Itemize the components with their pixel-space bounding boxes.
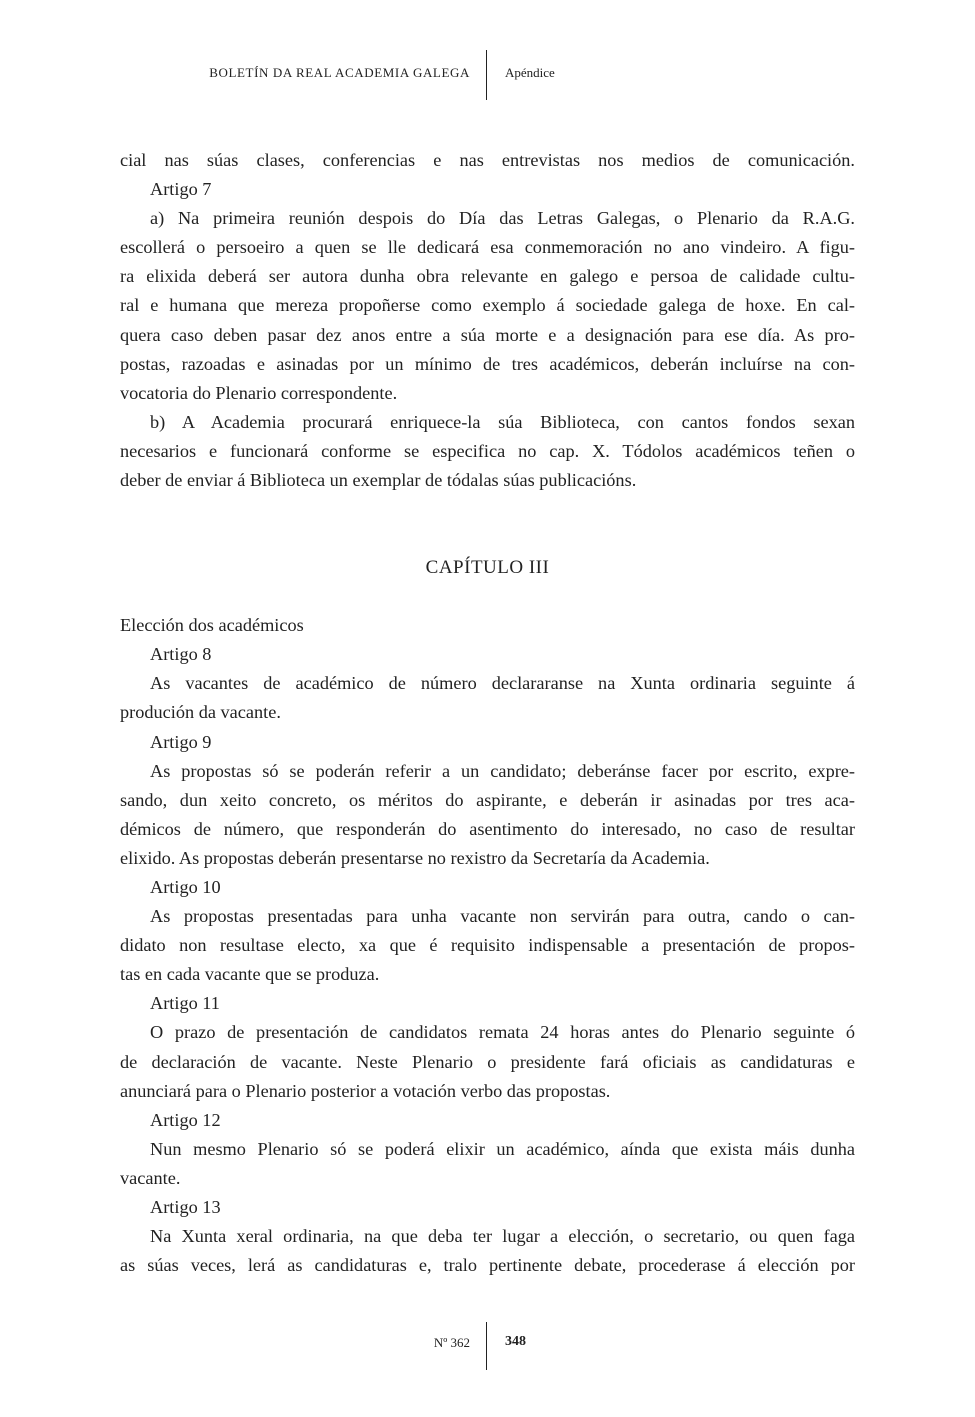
- article-11-title: Artigo 11: [150, 993, 220, 1014]
- text-line: b) A Academia procurará enriquece-la súa Biblioteca, con cantos fondos sexan: [150, 411, 855, 432]
- text-line: O prazo de presentación de candidatos remata 24 horas antes do Plenario seguinte ó: [150, 1022, 855, 1043]
- text-line: sando, dun xeito concreto, os méritos do aspirante, e deberán ir asinadas por tres aca-: [120, 789, 855, 810]
- section-title: Elección dos académicos: [120, 615, 304, 636]
- text-line: de declaración de vacante. Neste Plenario o presidente fará oficiais as candidaturas e: [120, 1051, 855, 1072]
- text-line: ra elixida deberá ser autora dunha obra relevante en galego e persoa de calidade cultu-: [120, 266, 855, 287]
- chapter-heading: CAPÍTULO III: [425, 557, 550, 579]
- page-footer: [0, 1322, 975, 1370]
- header-divider: [486, 50, 487, 100]
- page-body: [120, 146, 855, 1280]
- text-line: as súas veces, lerá as candidaturas e, tralo pertinente debate, procederase á elección por: [120, 1255, 855, 1276]
- text-line: didato non resultase electo, xa que é requisito indispensable a presentación de propos-: [120, 935, 855, 956]
- text-line: As propostas só se poderán referir a un candidato; deberánse facer por escrito, expre-: [150, 760, 855, 781]
- text-line: tas en cada vacante que se produza.: [120, 964, 380, 985]
- text-line: Nun mesmo Plenario só se poderá elixir un académico, aínda que exista máis dunha: [150, 1138, 855, 1159]
- text-line: démicos de número, que responderán do asentimento do interesado, no caso de resultar: [120, 818, 855, 839]
- text-line: vocatoria do Plenario correspondente.: [120, 382, 398, 403]
- page-header: [0, 50, 975, 100]
- article-9-title: Artigo 9: [150, 731, 212, 752]
- article-10-title: Artigo 10: [150, 876, 221, 897]
- text-line: quera caso deben pasar dez anos entre a súa morte e a designación para ese día. As pro-: [120, 324, 855, 345]
- article-7-title: Artigo 7: [150, 179, 212, 200]
- text-line: elixido. As propostas deberán presentarse no rexistro da Secretaría da Academia.: [120, 847, 710, 868]
- page-number: 348: [505, 1334, 526, 1349]
- article-8-title: Artigo 8: [150, 644, 212, 665]
- journal-title: BOLETÍN DA REAL ACADEMIA GALEGA: [209, 65, 470, 80]
- article-12-title: Artigo 12: [150, 1109, 221, 1130]
- text-line: a) Na primeira reunión despois do Día das Letras Galegas, o Plenario da R.A.G.: [150, 208, 855, 229]
- footer-divider: [486, 1322, 487, 1370]
- text-line: postas, razoadas e asinadas por un mínimo de tres académicos, deberán incluírse na con-: [120, 353, 855, 374]
- text-line: ral e humana que mereza propoñerse como exemplo á sociedade galega de hoxe. En cal-: [120, 295, 855, 316]
- text-line: deber de enviar á Biblioteca un exemplar de tódalas súas publicacións.: [120, 470, 637, 491]
- text-line: vacante.: [120, 1167, 181, 1188]
- issue-number: Nº 362: [433, 1335, 470, 1350]
- text-line: anunciará para o Plenario posterior a votación verbo das propostas.: [120, 1080, 611, 1101]
- article-13-title: Artigo 13: [150, 1197, 221, 1217]
- text-line: produción da vacante.: [120, 702, 281, 723]
- text-line: As vacantes de académico de número declararanse na Xunta ordinaria seguinte á: [150, 673, 855, 694]
- section-label: Apéndice: [505, 65, 555, 80]
- text-line: escollerá o persoeiro a quen se lle dedicará esa conmemoración no ano vindeiro. A figu-: [120, 237, 855, 258]
- text-line: necesarios e funcionará conforme se especifica no cap. X. Tódolos académicos teñen o: [120, 440, 855, 461]
- text-line: Na Xunta xeral ordinaria, na que deba ter lugar a elección, o secretario, ou quen faga: [150, 1226, 855, 1247]
- text-line: cial nas súas clases, conferencias e nas entrevistas nos medios de comunicación.: [120, 150, 855, 170]
- text-line: As propostas presentadas para unha vacante non servirán para outra, cando o can-: [150, 906, 855, 927]
